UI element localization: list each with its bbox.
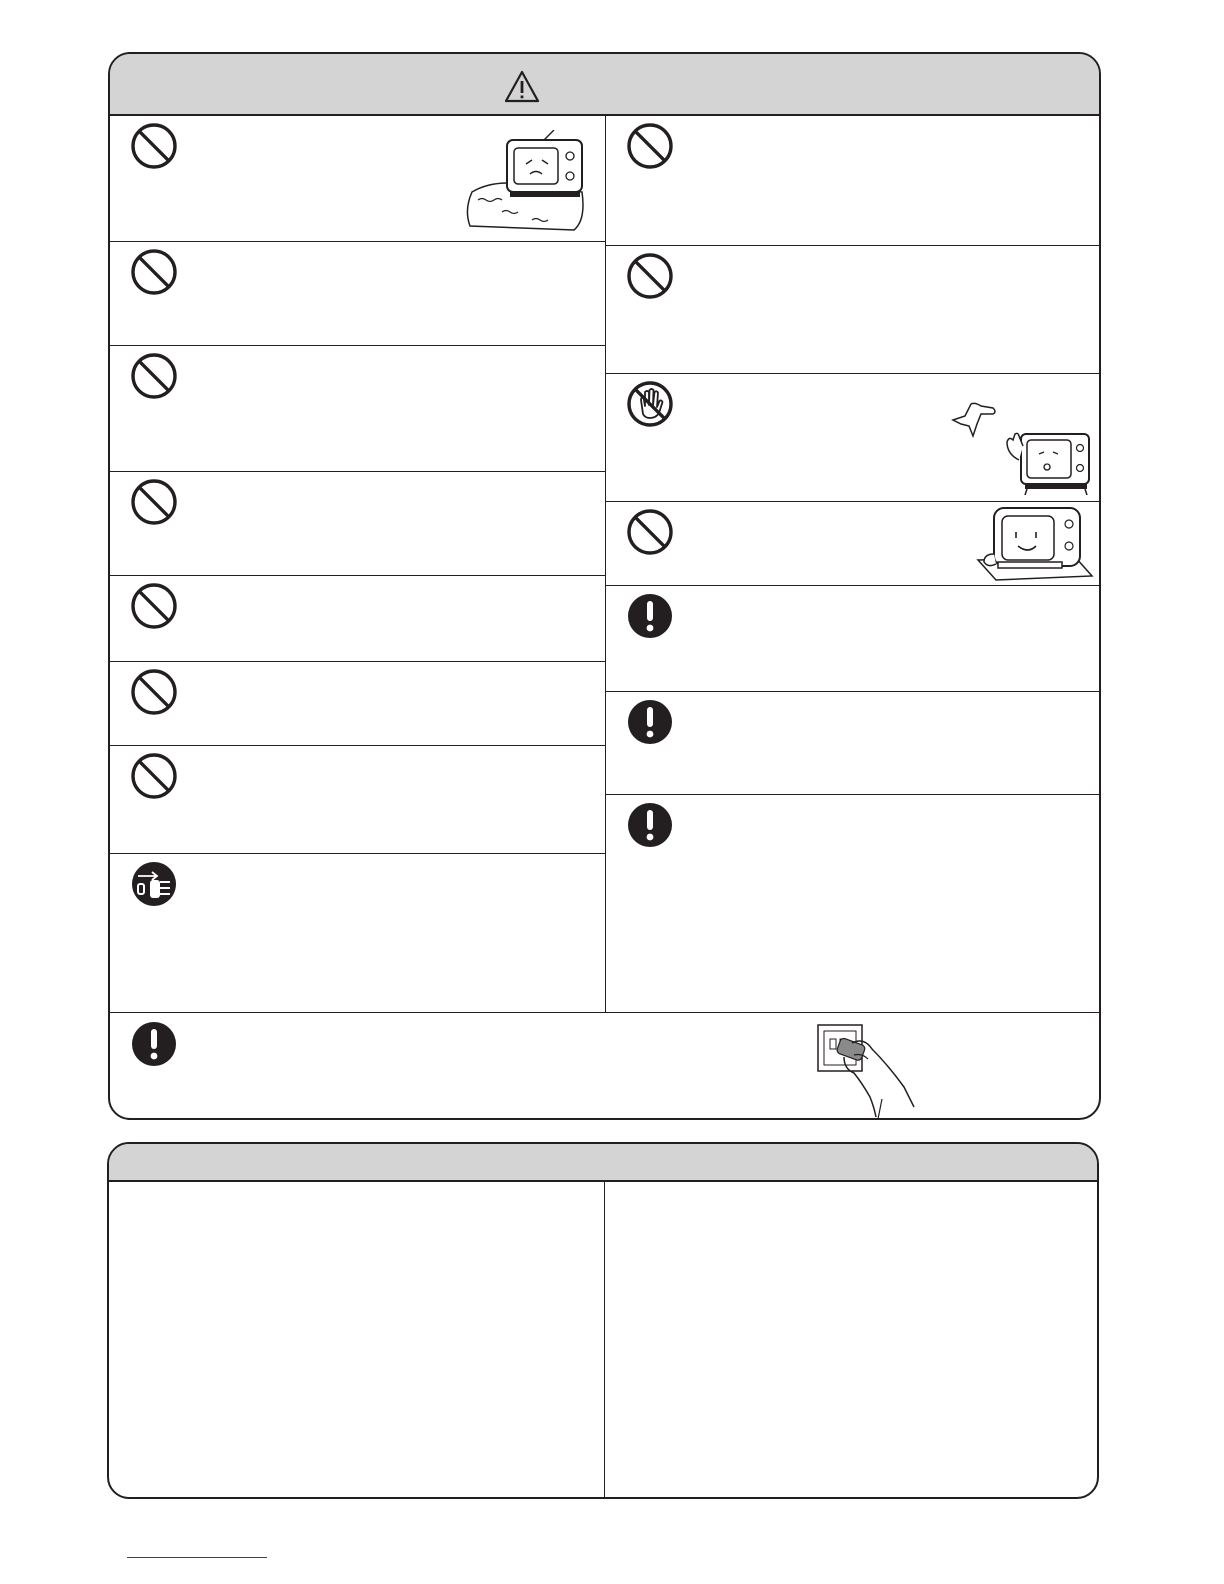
mandatory-icon [130,1020,178,1068]
left-item-4 [110,472,605,575]
notes-header [109,1144,1097,1182]
mandatory-icon [626,698,674,746]
notes-right-column [605,1182,1097,1499]
left-item-8 [110,854,605,1012]
right-item-6 [606,692,1099,794]
right-item-2 [606,246,1099,373]
notes-left-column [109,1182,604,1499]
left-item-5 [110,576,605,661]
left-item-6 [110,662,605,745]
prohibition-icon [130,582,178,630]
left-item-1 [110,116,605,241]
prohibition-icon [130,122,178,170]
unplug-icon [130,860,178,908]
right-item-1 [606,116,1099,245]
oven-with-tray-illustration [976,504,1094,584]
prohibition-icon [130,248,178,296]
left-item-7 [110,746,605,853]
oven-on-carpet-illustration [462,130,592,238]
right-item-4 [606,502,1099,585]
prohibition-icon [130,668,178,716]
prohibition-icon [626,122,674,170]
prohibition-icon [626,252,674,300]
caution-header [110,54,1099,116]
right-item-3 [606,374,1099,501]
hand-unplugging-plug-illustration [810,1013,930,1119]
left-item-2 [110,242,605,345]
right-item-5 [606,586,1099,691]
hand-near-oven-illustration [951,394,1091,498]
mandatory-icon [626,801,674,849]
prohibition-icon [130,478,178,526]
caution-panel [108,52,1101,1120]
warning-triangle-icon [504,70,540,104]
footer-link-underline[interactable] [127,1557,267,1558]
left-item-3 [110,346,605,471]
mandatory-icon [626,592,674,640]
right-item-7 [606,795,1099,1012]
bottom-item [110,1013,1099,1118]
prohibition-icon [626,508,674,556]
notes-panel [107,1142,1099,1499]
do-not-touch-icon [626,380,674,428]
prohibition-icon [130,352,178,400]
prohibition-icon [130,752,178,800]
